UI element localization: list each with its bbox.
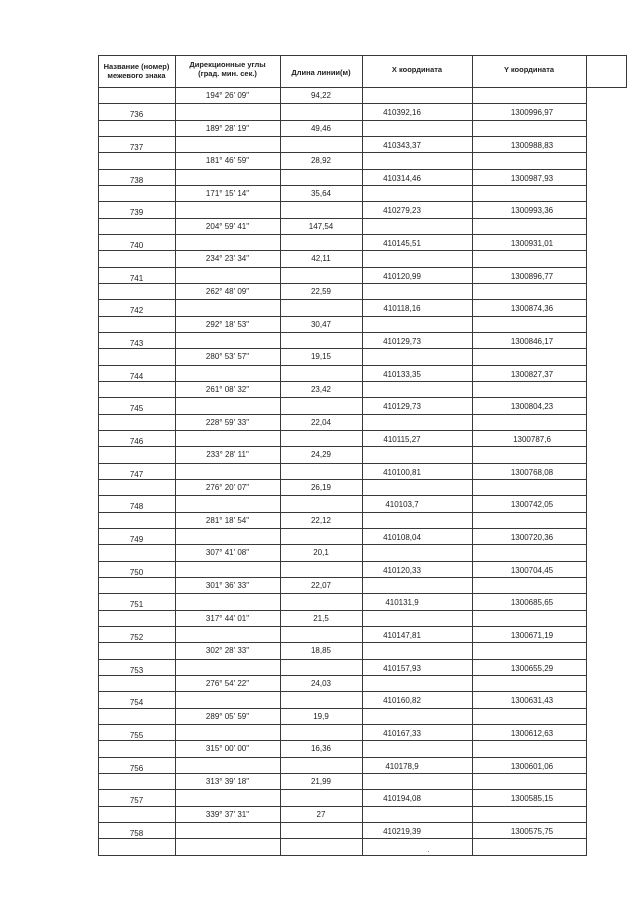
x-coordinate-cell: 410343,37 [383,141,421,151]
angle-cell: 289° 05' 59" [205,711,250,721]
name-row-line [98,120,176,121]
angle-cell: 307° 41' 08" [205,548,250,558]
angle-cell: 313° 39' 18" [205,777,250,787]
y-coordinate-cell: 1300720,36 [510,533,554,543]
name-row-line [98,316,176,317]
length-cell: 19,9 [313,711,329,721]
x-coordinate-cell: 410131,9 [385,598,419,608]
x-coordinate-cell: 410219,39 [383,827,421,836]
y-coordinate-cell: 1300742,05 [510,500,554,510]
name-half-line [98,299,175,300]
length-cell: 23,42 [310,385,332,395]
y-coordinate-cell: 1300671,19 [510,631,554,641]
x-coordinate-cell: 410194,08 [383,794,421,804]
angle-cell: 233° 28' 11" [206,450,249,460]
x-coordinate-cell: 410118,16 [383,304,421,314]
length-cell: 21,99 [310,777,332,787]
point-name-cell: 743 [129,339,144,349]
row-line [175,757,587,758]
name-half-line [98,332,175,333]
x-coordinate-cell: 410160,82 [383,696,421,706]
row-line [175,822,587,823]
angle-cell: 189° 28' 19" [205,123,250,133]
x-coordinate-cell: 410100,81 [383,467,421,477]
length-cell: 19,15 [310,352,332,362]
length-cell: 22,07 [310,581,332,591]
length-cell: 42,11 [311,254,331,264]
header-x-coordinate: X координата [391,65,443,74]
length-cell: 24,29 [310,450,332,460]
angle-cell: 292° 18' 53" [205,319,250,329]
row-line [175,185,587,186]
row-line [175,626,587,627]
angle-cell: 194° 26' 09" [205,91,250,101]
name-row-line [98,348,176,349]
length-cell: 21,5 [313,613,329,623]
name-half-line [98,136,175,137]
angle-cell: 339° 37' 31" [205,809,250,819]
angle-cell: 276° 20' 07" [205,483,250,493]
x-coordinate-cell: 410120,33 [383,565,421,575]
row-line [175,299,587,300]
y-coordinate-cell: 1300987,93 [510,173,554,183]
name-half-line [98,822,175,823]
angle-cell: 204° 59' 41" [205,221,250,231]
point-name-cell: 750 [129,567,144,577]
name-half-line [98,365,175,366]
name-row-line [98,381,176,382]
y-coordinate-cell: 1300601,06 [510,761,554,771]
angle-cell: 171° 15' 14" [205,189,250,199]
name-row-line [98,838,176,839]
x-coordinate-cell: 410145,51 [383,239,421,249]
x-coordinate-cell: 410115,27 [383,435,421,445]
y-coordinate-cell: 1300631,43 [510,696,554,706]
row-line [175,789,587,790]
name-row-line [98,577,176,578]
angle-cell: 234° 23' 34" [205,254,250,264]
name-row-line [98,610,176,611]
point-name-cell: 747 [129,469,144,479]
row-line [175,479,587,480]
coordinates-table [98,55,626,838]
name-half-line [98,626,175,627]
angle-cell: 301° 36' 33" [205,581,250,591]
point-name-cell: 736 [129,110,144,120]
row-line [175,561,587,562]
x-coordinate-cell: 410157,93 [383,663,421,673]
row-line [175,659,587,660]
row-line [175,120,587,121]
header-angle-line1: Дирекционные углы [189,60,266,69]
length-cell: 22,12 [310,515,332,525]
header-y-coordinate: Y координата [503,65,555,74]
point-name-cell: 746 [129,437,144,447]
name-row-line [98,708,176,709]
row-line [175,838,587,839]
point-name-cell: 753 [129,665,144,675]
angle-cell: 262° 48' 09" [205,287,250,297]
name-half-line [98,724,175,725]
x-coordinate-cell: 410133,35 [383,369,421,379]
name-row-line [98,544,176,545]
row-line [175,316,587,317]
y-coordinate-cell: 1300988,83 [510,141,554,151]
point-name-cell: 748 [129,502,144,512]
name-half-line [98,169,175,170]
x-coordinate-cell: 410167,33 [383,729,421,739]
name-half-line [98,528,175,529]
angle-cell: 276° 54' 22" [205,679,250,689]
row-line [175,642,587,643]
point-name-cell: 749 [129,535,144,545]
row-line [175,544,587,545]
point-name-cell: 744 [129,371,144,381]
x-coordinate-cell: 410129,73 [383,402,421,412]
name-row-line [98,773,176,774]
length-cell: 18,85 [310,646,332,656]
x-coordinate-cell: 410279,23 [383,206,421,216]
point-name-cell: 745 [129,404,144,414]
point-name-cell: 737 [129,143,144,153]
name-row-line [98,185,176,186]
row-line [175,528,587,529]
header-angle-line2: (град. мин. сек.) [198,69,257,78]
name-half-line [98,267,175,268]
row-line [175,691,587,692]
length-cell: 24,03 [310,679,332,689]
row-line [175,463,587,464]
y-coordinate-cell: 1300585,15 [510,794,554,804]
row-line [175,267,587,268]
row-line [175,381,587,382]
name-row-line [98,479,176,480]
length-cell: 147,54 [308,221,334,231]
name-half-line [98,397,175,398]
row-line [175,397,587,398]
length-cell: 49,46 [310,123,332,133]
row-line [175,740,587,741]
name-row-line [98,414,176,415]
row-line [175,724,587,725]
point-name-cell: 756 [129,763,144,773]
y-coordinate-cell: 1300846,17 [510,337,554,347]
y-coordinate-cell: 1300787,6 [513,435,551,445]
name-row-line [98,740,176,741]
name-half-line [98,463,175,464]
point-name-cell: 740 [129,241,144,251]
name-row-line [98,806,176,807]
name-half-line [98,757,175,758]
row-line [175,414,587,415]
name-half-line [98,495,175,496]
row-line [175,136,587,137]
point-name-cell: 751 [129,600,144,610]
name-half-line [98,593,175,594]
header-name-line1: Название (номер) [103,62,170,71]
header-name-line2: межевого знака [107,71,166,80]
name-row-line [98,675,176,676]
name-half-line [98,659,175,660]
column-line-right-edge [626,55,627,88]
angle-cell: 181° 46' 59" [205,156,250,166]
point-name-cell: 752 [129,633,144,643]
row-line [175,169,587,170]
y-coordinate-cell: 1300931,01 [510,239,554,249]
point-name-cell: 755 [129,731,144,741]
row-line [175,806,587,807]
point-name-cell: 741 [129,273,144,283]
y-coordinate-cell: 1300612,63 [510,729,554,739]
y-coordinate-cell: 1300874,36 [510,304,554,314]
header-length: Длина линии(м) [291,68,351,77]
point-name-cell: 739 [129,208,144,218]
name-half-line [98,201,175,202]
angle-cell: 261° 08' 32" [205,385,250,395]
name-half-line [98,234,175,235]
point-name-cell: 738 [129,175,144,185]
name-half-line [98,430,175,431]
row-line [175,250,587,251]
length-cell: 22,59 [310,287,332,297]
row-line [175,446,587,447]
row-line [175,152,587,153]
column-line-5 [586,55,587,856]
table-bottom-border [98,855,587,856]
y-coordinate-cell: 1300996,97 [510,108,554,118]
length-cell: 16,36 [310,744,332,754]
x-coordinate-cell: 410147,81 [383,631,421,641]
name-row-line [98,283,176,284]
row-line [175,773,587,774]
row-line [175,365,587,366]
name-half-line [98,103,175,104]
length-cell: 94,22 [310,91,332,101]
angle-cell: 280° 53' 57" [205,352,250,362]
row-line [175,512,587,513]
y-coordinate-cell: 1300993,36 [510,206,554,216]
angle-cell: 228° 59' 33" [205,417,250,427]
row-line [175,610,587,611]
y-coordinate-cell: 1300827,37 [510,369,554,379]
point-name-cell: 757 [129,796,144,806]
angle-cell: 317° 44' 01" [205,613,250,623]
length-cell: 35,64 [310,189,332,199]
name-row-line [98,512,176,513]
name-half-line [98,561,175,562]
y-coordinate-cell: 1300655,29 [510,663,554,673]
name-row-line [98,642,176,643]
angle-cell: 315° 00' 00" [205,744,250,754]
row-line [175,430,587,431]
name-row-line [98,446,176,447]
row-line [175,283,587,284]
row-line [175,708,587,709]
point-name-cell: 742 [129,306,144,316]
length-cell: 22,04 [310,417,332,427]
y-coordinate-cell: 1300575,75 [510,827,554,836]
x-coordinate-cell: 410392,16 [383,108,421,118]
x-coordinate-cell: 410108,04 [383,533,421,543]
length-cell: 20,1 [313,548,329,558]
x-coordinate-cell: 410103,7 [385,500,419,510]
point-name-cell: 758 [129,829,144,838]
row-line [175,332,587,333]
length-cell: 30,47 [310,319,332,329]
row-line [175,675,587,676]
name-half-line [98,789,175,790]
length-cell: 28,92 [310,156,332,166]
angle-cell: 302° 28' 33" [205,646,250,656]
x-coordinate-cell: 410178,9 [385,761,419,771]
row-line [175,593,587,594]
x-coordinate-cell: 410129,73 [383,337,421,347]
y-coordinate-cell: 1300896,77 [510,271,554,281]
point-name-cell: 754 [129,698,144,708]
row-line [175,218,587,219]
x-coordinate-cell: 410120,99 [383,271,421,281]
row-line [175,348,587,349]
length-cell: 27 [316,809,326,819]
y-coordinate-cell: 1300685,65 [510,598,554,608]
name-row-line [98,152,176,153]
y-coordinate-cell: 1300704,45 [510,565,554,575]
scan-speck [428,851,429,852]
y-coordinate-cell: 1300768,08 [510,467,554,477]
name-row-line [98,218,176,219]
x-coordinate-cell: 410314,46 [383,173,421,183]
row-line [175,495,587,496]
row-line [175,234,587,235]
column-line-4 [472,55,473,856]
name-row-line [98,250,176,251]
y-coordinate-cell: 1300804,23 [510,402,554,412]
row-line [175,201,587,202]
row-line [175,103,587,104]
row-line [175,577,587,578]
name-half-line [98,691,175,692]
length-cell: 26,19 [310,483,332,493]
angle-cell: 281° 18' 54" [205,515,250,525]
